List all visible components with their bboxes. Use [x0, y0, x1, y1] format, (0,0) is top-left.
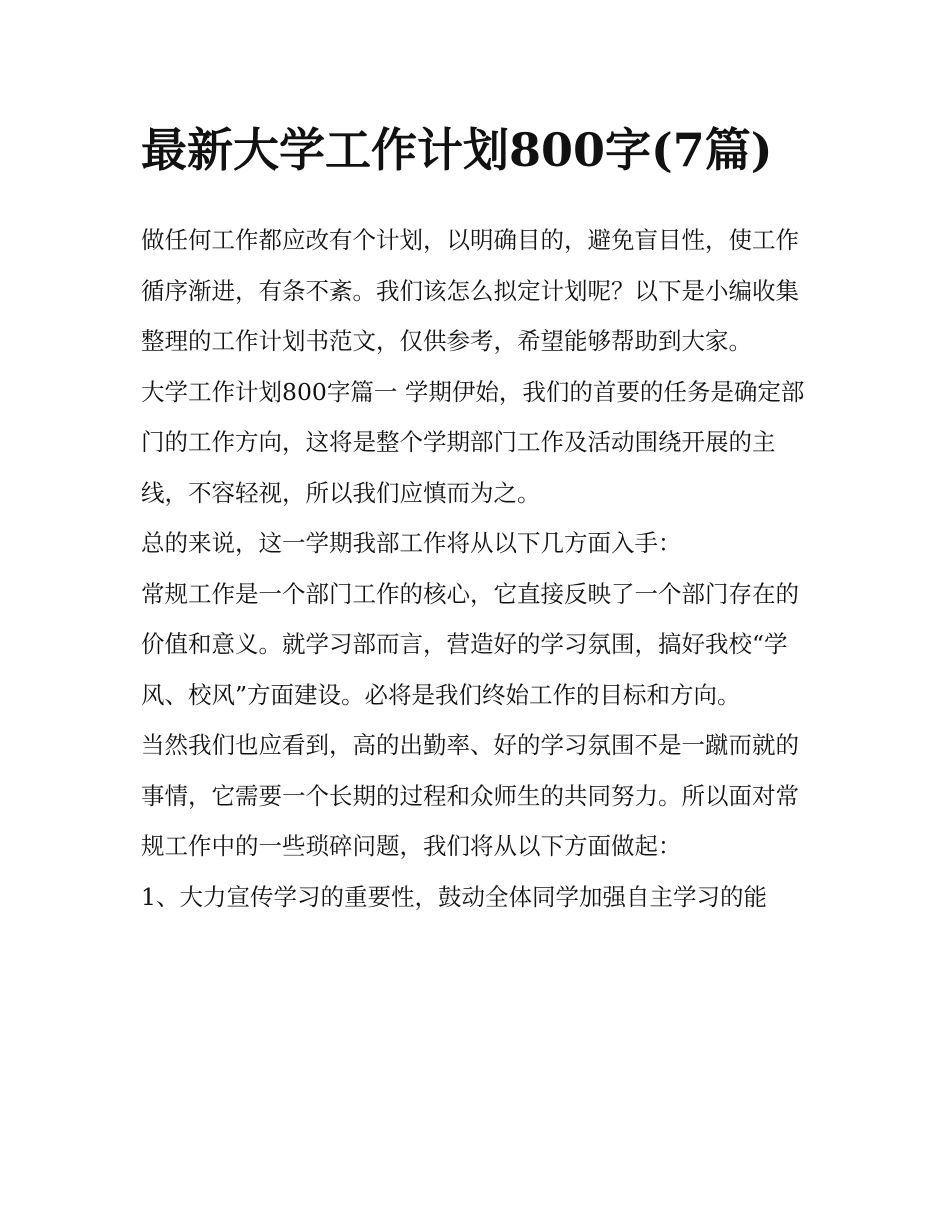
paragraph-1: 大学工作计划800字篇一 学期伊始，我们的首要的任务是确定部门的工作方向，这将是整个学期部门工作及活动围绕开展的主线，不容轻视，所以我们应慎而为之。	[141, 377, 805, 507]
document-content	[141, 112, 821, 922]
paragraph-4: 当然我们也应看到，高的出勤率、好的学习氛围不是一蹴而就的事情，它需要一个长期的过程和众师生的共同努力。所以面对常规工作中的一些琐碎问题，我们将从以下方面做起：	[141, 731, 799, 860]
paragraph-3: 常规工作是一个部门工作的核心，它直接反映了一个部门存在的价值和意义。就学习部而言，营造好的学习氛围，搞好我校“学风、校风”方面建设。必将是我们终始工作的目标和方向。	[141, 579, 799, 709]
paragraph-intro: 做任何工作都应改有个计划，以明确目的，避免盲目性，使工作循序渐进，有条不紊。我们该怎么拟定计划呢？以下是小编收集整理的工作计划书范文，仅供参考，希望能够帮助到大家。	[141, 226, 799, 355]
paragraph-5: 1、大力宣传学习的重要性，鼓动全体同学加强自主学习的能	[141, 882, 767, 911]
document-title: 最新大学工作计划800字(7篇)	[141, 123, 773, 177]
paragraph-2: 总的来说，这一学期我部工作将从以下几方面入手：	[141, 529, 682, 557]
document-body	[141, 215, 821, 922]
